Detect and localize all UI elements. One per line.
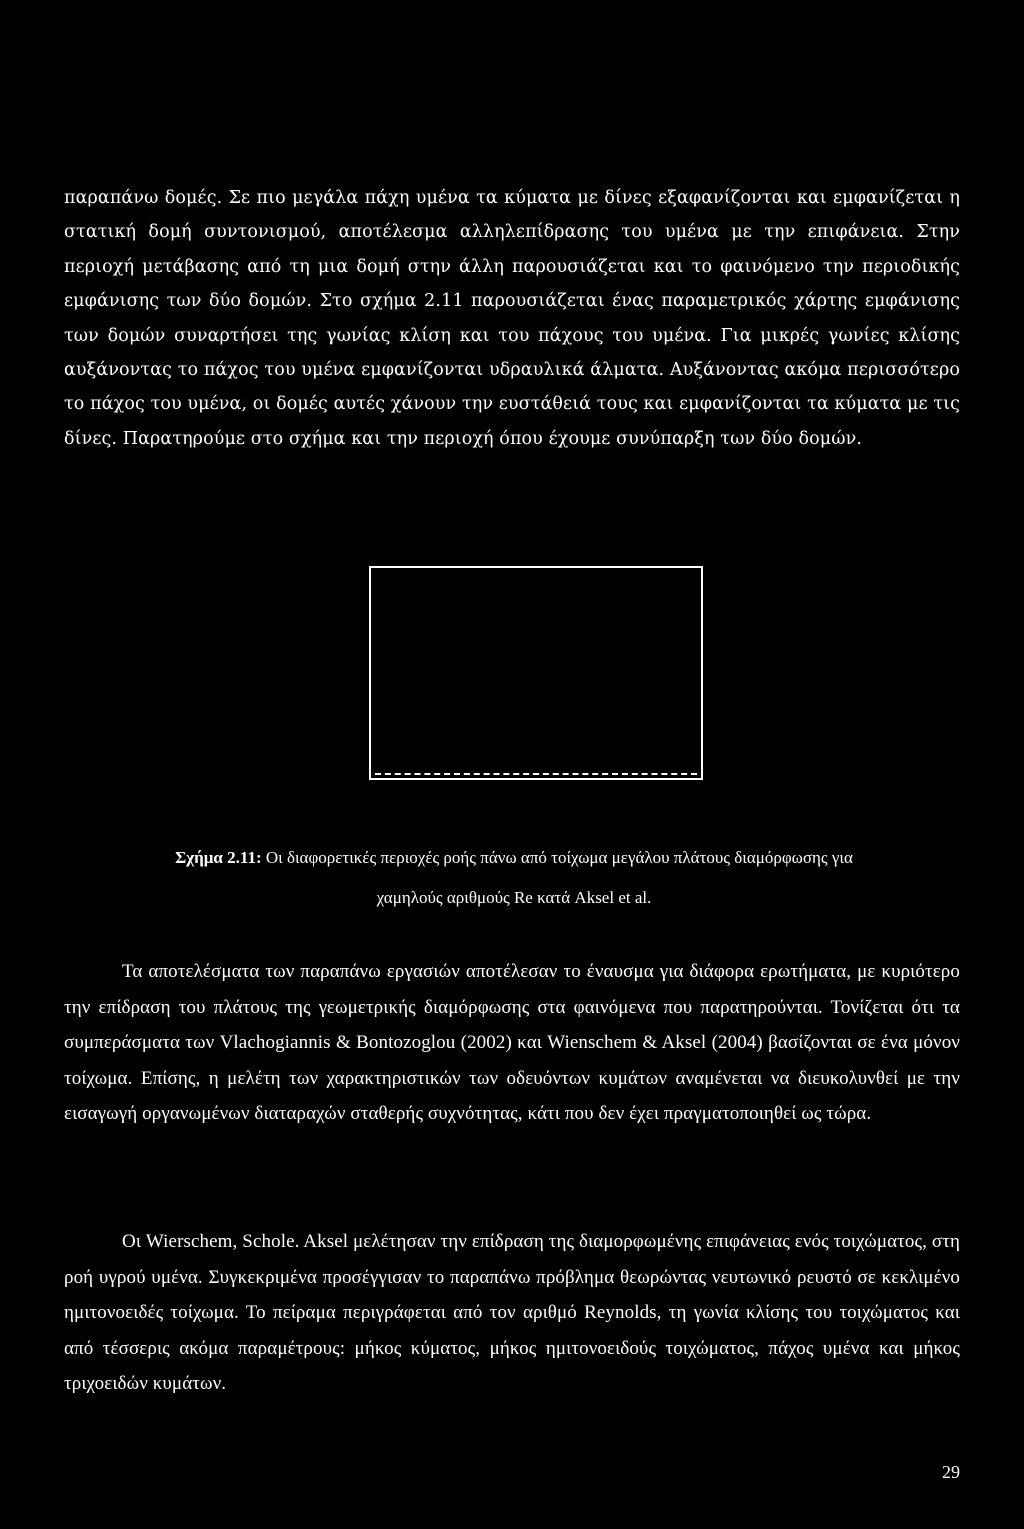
figure-caption-label: Σχήμα 2.11: xyxy=(175,848,262,867)
figure-caption xyxy=(84,838,944,918)
paragraph-3: Οι Wierschem, Schole. Aksel μελέτησαν την επίδραση της διαμορφωμένης επιφάνειας ενός τοιχώματος, στη ροή υγρού υμένα. Συγκεκριμένα προσέγγισαν το παραπάνω πρόβλημα θεωρώντας νευτωνικό ρευστό σε κεκλιμένο ημιτονοειδές τοίχωμα. Το πείραμα περιγράφεται από τον αριθμό Reynolds, τη γωνία κλίσης του τοιχώματος και από τέσσερις ακόμα παραμέτρους: μήκος κύματος, μήκος ημιτονοειδούς τοιχώματος, πάχος υμένα και μήκος τριχοειδών κυμάτων. xyxy=(64,1231,960,1395)
figure-caption-text: Οι διαφορετικές περιοχές ροής πάνω από τοίχωμα μεγάλου πλάτους διαμόρφωσης για xyxy=(261,848,853,867)
paragraph-2: Τα αποτελέσματα των παραπάνω εργασιών αποτέλεσαν το έναυσμα για διάφορα ερωτήματα, με κυριότερο την επίδραση του πλάτους της γεωμετρικής διαμόρφωσης στα φαινόμενα που παρατηρούνται. Τονίζεται ότι τα συμπεράσματα των Vlachogiannis & Bontozoglou (2002) και Wienschem & Aksel (2004) βασίζονται σε ένα μόνον τοίχωμα. Επίσης, η μελέτη των χαρακτηριστικών των οδευόντων κυμάτων αναμένεται να διευκολυνθεί με την εισαγωγή οργανωμένων διαταραχών σταθερής συχνότητας, κάτι που δεν έχει πραγματοποιηθεί ως τώρα. xyxy=(64,961,960,1125)
figure-frame xyxy=(369,566,703,780)
paragraph-1: παραπάνω δομές. Σε πιο μεγάλα πάχη υμένα τα κύματα με δίνες εξαφανίζονται και εμφανίζεται η στατική δομή συντονισμού, αποτέλεσμα αλληλεπίδρασης του υμένα με την επιφάνεια. Στην περιοχή μετάβασης από τη μια δομή στην άλλη παρουσιάζεται και το φαινόμενο την περιοδικής εμφάνισης των δύο δομών. Στο σχήμα 2.11 παρουσιάζεται ένας παραμετρικός χάρτης εμφάνισης των δομών συναρτήσει της γωνίας κλίση και του πάχους του υμένα. Για μικρές γωνίες κλίσης αυξάνοντας το πάχος του υμένα εμφανίζονται υδραυλικά άλματα. Αυξάνοντας ακόμα περισσότερο το πάχος του υμένα, οι δομές αυτές χάνουν την ευστάθειά τους και εμφανίζονται τα κύματα με τις δίνες. Παρατηρούμε στο σχήμα και την περιοχή όπου έχουμε συνύπαρξη των δύο δομών. xyxy=(64,188,960,449)
figure-dashed-baseline xyxy=(375,773,697,775)
page-number: 29 xyxy=(942,1462,960,1482)
figure-caption-text-line2: χαμηλούς αριθμούς Re κατά Aksel et al. xyxy=(376,888,652,907)
